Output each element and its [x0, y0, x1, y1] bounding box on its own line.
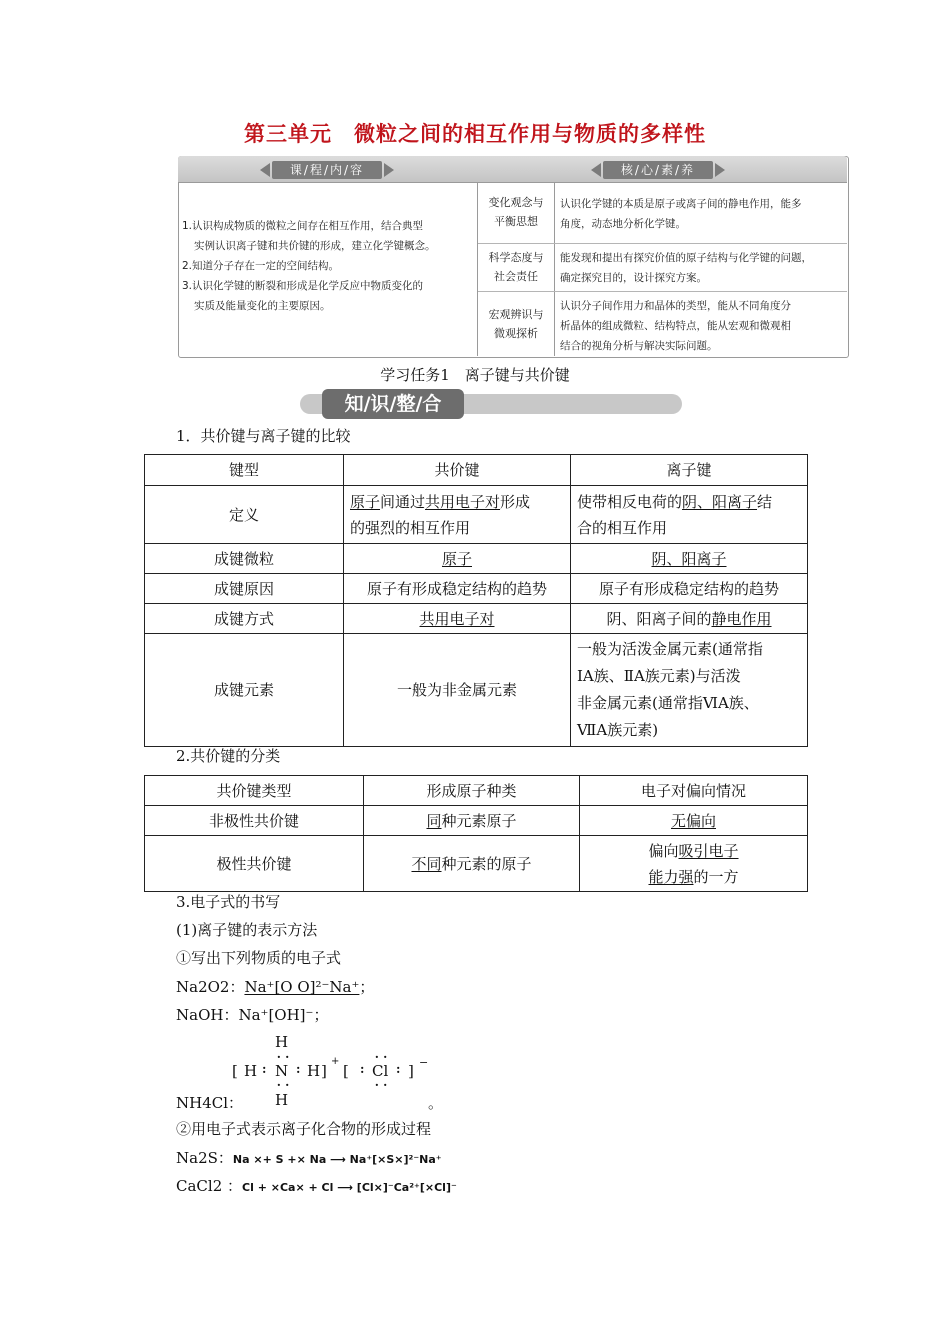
na2s-process: Na ×+ S +× Na ⟶ Na⁺[×S×]²⁻Na⁺ [232, 1153, 442, 1166]
left-arrow-icon [591, 163, 601, 177]
page-title [0, 118, 950, 148]
course-label: 课/程/内/容 [272, 161, 382, 179]
core-label-1: 变化观念与 平衡思想 [488, 196, 544, 228]
core-label-3: 宏观辨识与 微观探析 [488, 308, 544, 340]
classification-table [144, 775, 808, 892]
electron-dots: · · [276, 1078, 290, 1092]
task-title: 学习任务1 离子键与共价键 [380, 366, 570, 384]
table-row: 键型 共价键 离子键 [145, 455, 808, 486]
table-row: 极性共价键 不同种元素的原子 偏向吸引电子 能力强的一方 [145, 836, 808, 892]
left-arrow-icon [260, 163, 270, 177]
table-row: 成键元素 一般为非金属元素 一般为活泼金属元素(通常指 ⅠA族、ⅡA族元素)与活泼 非金属元素(通常指ⅥA族、 ⅦA族元素) [145, 634, 808, 747]
section3-title: 3.电子式的书写 [176, 893, 281, 911]
table-row: 成键微粒 原子 阴、阳离子 [145, 544, 808, 574]
core-text-2: 能发现和提出有探究价值的原子结构与化学键的问题， 确定探究目的，设计探究方案。 [560, 252, 812, 284]
electron-dots: · · [374, 1050, 388, 1064]
section1-title: 1．共价键与离子键的比较 [176, 427, 351, 445]
nh4cl-electron-formula: H [ H N H ] + [ Cl ] − H · · · · : : · · · · : : [232, 1033, 429, 1109]
table-row: 非极性共价键 同种元素原子 无偏向 [145, 806, 808, 836]
nh4cl-end: 。 [428, 1094, 444, 1112]
table-row: 成键原因 原子有形成稳定结构的趋势 原子有形成稳定结构的趋势 [145, 574, 808, 604]
section2-title: 2.共价键的分类 [176, 747, 281, 765]
comparison-table [144, 454, 808, 747]
nh4cl-label: NH4Cl： [176, 1094, 244, 1112]
electron-dots: : [262, 1062, 267, 1076]
item-1: ①写出下列物质的电子式 [176, 949, 342, 967]
na2o2-line: Na2O2：Na⁺[O O]²⁻Na⁺； [176, 978, 375, 996]
core-text-3: 认识分子间作用力和晶体的类型，能从不同角度分 析晶体的组成微粒、结构特点，能从宏观和微观相 结合的视角分析与解决实际问题。 [560, 300, 791, 352]
right-arrow-icon [384, 163, 394, 177]
na2s-line: Na2S：Na ×+ S +× Na ⟶ Na⁺[×S×]²⁻Na⁺ [176, 1149, 442, 1167]
core-text-1: 认识化学键的本质是原子或离子间的静电作用，能多 角度，动态地分析化学键。 [560, 198, 802, 230]
electron-dots: · · [276, 1050, 290, 1064]
electron-dots: : [296, 1062, 301, 1076]
table-row: 共价键类型 形成原子种类 电子对偏向情况 [145, 776, 808, 806]
title-unit: 第三单元 [244, 122, 332, 146]
title-topic: 微粒之间的相互作用与物质的多样性 [354, 122, 706, 146]
table-row: 成键方式 共用电子对 阴、阳离子间的静电作用 [145, 604, 808, 634]
course-content: 1.认识构成物质的微粒之间存在相互作用，结合典型 实例认识离子键和共价键的形成，建立化学键概念。 2.知道分子存在一定的空间结构。 3.认识化学键的断裂和形成是化学反应中物质变化的 实质及能量变化的主要原因。 [182, 220, 436, 312]
item-2: ②用电子式表示离子化合物的形成过程 [176, 1120, 432, 1138]
electron-dots: : [360, 1062, 365, 1076]
subsection-1: (1)离子键的表示方法 [176, 921, 318, 939]
core-label-2: 科学态度与 社会责任 [488, 251, 544, 283]
right-arrow-icon [715, 163, 725, 177]
cacl2-process: Cl + ×Ca× + Cl ⟶ [Cl×]⁻Ca²⁺[×Cl]⁻ [242, 1181, 457, 1194]
table-row: 定义 原子间通过共用电子对形成 的强烈的相互作用 使带相反电荷的阴、阳离子结 合的相互作用 [145, 486, 808, 544]
core-label: 核/心/素/养 [603, 161, 713, 179]
electron-dots: : [396, 1062, 401, 1076]
electron-dots: · · [374, 1078, 388, 1092]
knowledge-label: 知/识/整/合 [322, 389, 464, 419]
cacl2-line: CaCl2 ：Cl + ×Ca× + Cl ⟶ [Cl×]⁻Ca²⁺[×Cl]⁻ [176, 1177, 457, 1195]
naoh-line: NaOH：Na⁺[OH]⁻； [176, 1006, 329, 1024]
